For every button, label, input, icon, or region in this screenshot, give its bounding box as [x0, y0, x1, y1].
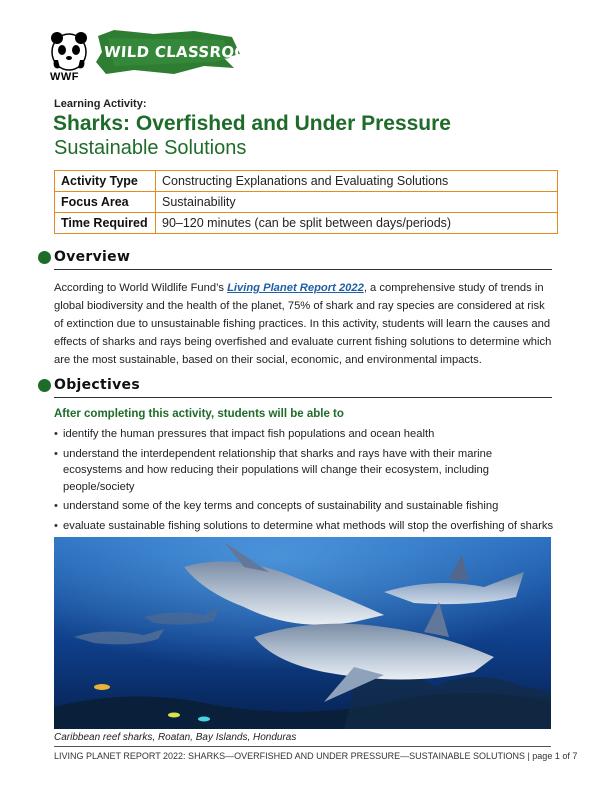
- info-value: Sustainability: [156, 192, 558, 213]
- page-title: Sharks: Overfished and Under Pressure: [53, 112, 451, 135]
- living-planet-report-link[interactable]: Living Planet Report 2022: [227, 282, 364, 294]
- overview-text-after: , a comprehensive study of trends in global biodiversity and the health of the planet, 75% of shark and ray species are considered at risk of extinction due to unsustainable fishing practices. In this activity, students will learn the causes and effects of sharks and rays being overfished and evaluate current fishing solutions to determine which are the most sustainable, based on their social, economic, and environmental impacts.: [54, 282, 552, 366]
- wwf-logo-text: WWF: [50, 71, 79, 83]
- section-divider: [54, 269, 552, 270]
- activity-info-table: [54, 170, 558, 234]
- list-item: • understand the interdependent relationship that sharks and rays have with their marine ecosystems and how reducing their populations will change their ecosystem, including people/society: [54, 446, 554, 496]
- table-row: [55, 171, 558, 192]
- table-row: [55, 192, 558, 213]
- shark-photo: [54, 537, 551, 729]
- page-subtitle: Sustainable Solutions: [54, 137, 247, 159]
- info-label: Activity Type: [55, 171, 156, 192]
- list-item: • understand some of the key terms and concepts of sustainability and sustainable fishing: [54, 498, 554, 515]
- objectives-heading: Objectives: [54, 377, 140, 393]
- info-value: 90–120 minutes (can be split between days/periods): [156, 213, 558, 234]
- table-row: [55, 213, 558, 234]
- footer-divider: [54, 746, 551, 747]
- info-value: Constructing Explanations and Evaluating Solutions: [156, 171, 558, 192]
- list-item: • identify the human pressures that impact fish populations and ocean health: [54, 426, 554, 443]
- section-bullet-icon: [38, 251, 51, 264]
- section-bullet-icon: [38, 379, 51, 392]
- photo-caption: Caribbean reef sharks, Roatan, Bay Islands, Honduras: [54, 732, 297, 743]
- info-label: Focus Area: [55, 192, 156, 213]
- overview-text-before: According to World Wildlife Fund’s: [54, 282, 228, 294]
- info-label: Time Required: [55, 213, 156, 234]
- overview-paragraph: [54, 279, 554, 369]
- list-item: • evaluate sustainable fishing solutions to determine what methods will stop the overfishing of sharks: [54, 518, 554, 551]
- objectives-lead: After completing this activity, students will be able to: [54, 408, 344, 420]
- learning-activity-kicker: Learning Activity:: [54, 98, 147, 110]
- section-divider: [54, 397, 552, 398]
- objectives-list: [54, 426, 554, 554]
- overview-heading: Overview: [54, 249, 131, 265]
- page-footer: LIVING PLANET REPORT 2022: SHARKS—OVERFISHED AND UNDER PRESSURE—SUSTAINABLE SOLUTIONS | page 1 of 7: [54, 751, 578, 761]
- wild-classroom-label: WILD CLASSROOM: [103, 43, 264, 61]
